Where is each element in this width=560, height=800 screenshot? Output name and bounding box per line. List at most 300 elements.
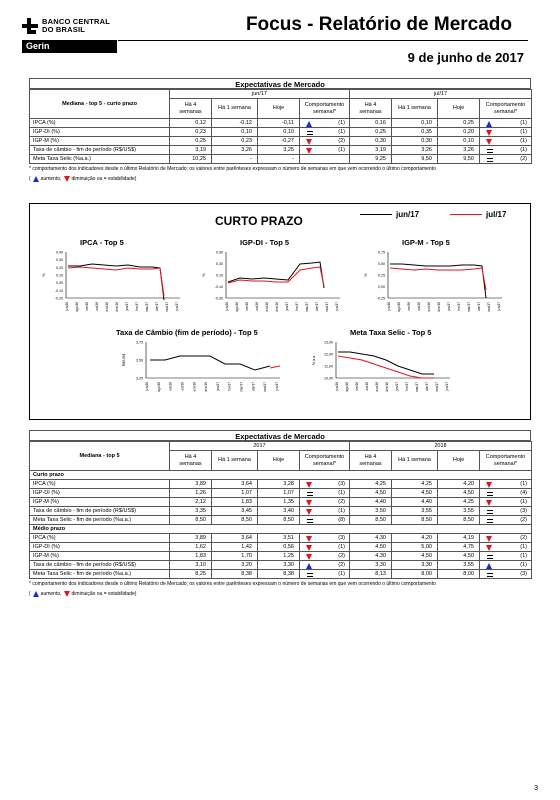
mini-chart-svg (200, 248, 350, 318)
cell-value: 4,75 (438, 543, 480, 552)
mini-chart-title: IPCA - Top 5 (80, 238, 124, 247)
report-date: 9 de junho de 2017 (407, 50, 524, 65)
x-tick-label: jun/16 (335, 382, 339, 391)
table-row (30, 534, 532, 543)
x-tick-label: out/16 (417, 302, 421, 311)
cell-value: 0,25 (350, 128, 392, 137)
bank-logo (22, 18, 110, 34)
column-header: Hoje (258, 451, 300, 471)
cell-value: 3,64 (212, 480, 258, 489)
legend-swatch-black (360, 214, 392, 216)
cell-value: 0,25 (170, 137, 212, 146)
header-rule (118, 40, 528, 41)
y-tick-label: -0,30 (214, 296, 223, 301)
y-tick-label: 0,50 (378, 262, 385, 266)
cell-value: 4,30 (350, 552, 392, 561)
cell-value: 3,28 (258, 480, 300, 489)
series-line-jul17 (338, 356, 434, 378)
decrease-icon (306, 554, 312, 560)
mini-chart-title: IGP-DI - Top 5 (240, 238, 290, 247)
y-tick-label: 0,30 (216, 262, 223, 266)
cell-value: 4,50 (438, 489, 480, 498)
cell-value: - (212, 155, 258, 164)
cell-value: 4,20 (438, 480, 480, 489)
cell-value: 8,25 (170, 570, 212, 579)
series-line-jul17 (390, 268, 486, 290)
weeks-count: (2) (520, 517, 527, 523)
short-term-charts-panel (29, 203, 531, 420)
table-row (30, 480, 532, 489)
weeks-count: (1) (520, 120, 528, 126)
x-tick-label: ago/16 (235, 302, 239, 312)
legend-label-jul17: jul/17 (486, 210, 507, 219)
cell-value: 10,25 (170, 155, 212, 164)
weekly-behavior-cell (300, 534, 350, 543)
mini-chart (362, 238, 512, 318)
row-label: IGP-M (%) (30, 137, 170, 146)
weekly-behavior-cell (300, 507, 350, 516)
weeks-count: (1) (520, 138, 528, 144)
weekly-behavior-cell (480, 119, 532, 128)
y-tick-label: 12,00 (324, 352, 333, 357)
weeks-count: (3) (520, 571, 527, 577)
weeks-count: (1) (520, 481, 527, 487)
cell-value: -0,27 (258, 137, 300, 146)
weeks-count: (1) (520, 553, 527, 559)
y-tick-label: -0,20 (54, 296, 63, 301)
column-header: Há 4 semanas (170, 451, 212, 471)
cell-value: 8,38 (212, 570, 258, 579)
weekly-behavior-cell (300, 498, 350, 507)
legend-label-jun17: jun/17 (396, 210, 420, 219)
y-tick-label: 0,30 (56, 258, 63, 263)
weeks-count: (2) (338, 553, 345, 559)
weeks-count: (4) (520, 490, 527, 496)
stable-icon (487, 510, 493, 514)
cell-value: 1,83 (170, 552, 212, 561)
weekly-behavior-cell (480, 155, 532, 164)
cell-value: 0,56 (258, 543, 300, 552)
annual-expectations-table (29, 430, 531, 597)
x-tick-label: mar/17 (239, 382, 244, 392)
y-tick-label: 10,00 (324, 376, 333, 381)
x-tick-label: jun/17 (335, 302, 339, 311)
weekly-behavior-cell (480, 561, 532, 570)
x-tick-label: ago/16 (397, 302, 401, 312)
period-header: 2018 (350, 442, 532, 451)
legend-increase: aumento, (40, 591, 62, 597)
y-axis-label: R$/US$ (122, 353, 126, 367)
indicator-legend (29, 176, 531, 182)
y-axis-label: % (42, 273, 46, 277)
y-tick-label: 0,10 (216, 273, 223, 278)
column-header: Comportamento semanal* (300, 451, 350, 471)
x-tick-label: fev/17 (405, 382, 409, 391)
weekly-behavior-cell (300, 561, 350, 570)
mini-chart (40, 238, 190, 318)
x-tick-label: abr/17 (251, 382, 256, 392)
x-tick-label: jun/17 (275, 382, 279, 391)
weeks-count: (3) (338, 481, 345, 487)
x-tick-label: jan/17 (395, 382, 399, 391)
section-label: Médio prazo (30, 525, 532, 534)
legend-prefix: ( (29, 176, 31, 182)
weekly-behavior-cell (300, 552, 350, 561)
mini-chart (310, 328, 460, 398)
footnote: * comportamento dos indicadores desde o último Relatório de Mercado; os valores entre parênteses expressam o número de semanas em que vem ocorrendo o último comportamento (29, 581, 436, 587)
x-tick-label: jan/17 (125, 302, 129, 311)
cell-value: 0,16 (350, 119, 392, 128)
cell-value: 2,12 (170, 498, 212, 507)
weekly-behavior-cell (480, 137, 532, 146)
logo-line-1: BANCO CENTRAL (42, 17, 111, 26)
weekly-behavior-cell (480, 543, 532, 552)
legend-decrease: diminuição ou (71, 176, 103, 182)
x-tick-label: fev/17 (135, 302, 139, 311)
cell-value: 3,40 (258, 507, 300, 516)
cell-value: 9,50 (392, 155, 438, 164)
cell-value: 4,40 (350, 498, 392, 507)
x-tick-label: mai/17 (487, 302, 491, 312)
x-tick-label: out/16 (180, 382, 185, 391)
weekly-behavior-cell (480, 480, 532, 489)
cell-value: 8,50 (438, 516, 480, 525)
x-tick-label: jan/17 (447, 302, 451, 311)
weekly-behavior-cell (480, 507, 532, 516)
x-tick-label: fev/17 (295, 302, 299, 311)
cell-value: 0,10 (392, 119, 438, 128)
cell-value: 1,70 (212, 552, 258, 561)
cell-value: 1,83 (212, 498, 258, 507)
cell-value: 3,30 (258, 561, 300, 570)
x-tick-label: mar/17 (305, 302, 309, 312)
legend-increase: aumento, (40, 176, 62, 182)
x-tick-label: set/16 (85, 302, 89, 311)
decrease-icon (486, 500, 492, 506)
weeks-count: (2) (338, 562, 345, 568)
row-label: Taxa de câmbio - fim de período (R$/US$) (30, 507, 170, 516)
x-tick-label: jun/16 (65, 302, 69, 311)
cell-value: 3,26 (392, 146, 438, 155)
row-label: IGP-DI (%) (30, 489, 170, 498)
row-label: Meta Taxa Selic - fim de período (%a.a.) (30, 516, 170, 525)
cell-value: 0,10 (258, 128, 300, 137)
page-header (0, 0, 560, 78)
stable-icon (487, 492, 493, 496)
decrease-icon (486, 130, 492, 136)
decrease-icon (306, 482, 312, 488)
column-header: Comportamento semanal* (300, 99, 350, 119)
x-tick-label: out/16 (255, 302, 259, 311)
weekly-behavior-cell (480, 534, 532, 543)
footnote: * comportamento dos indicadores desde o último Relatório de Mercado; os valores entre parênteses expressam o número de semanas em que vem ocorrendo o último comportamento (29, 166, 436, 172)
legend-prefix: ( (29, 591, 31, 597)
y-tick-label: 0,20 (56, 265, 63, 270)
y-tick-label: 0,00 (56, 281, 63, 286)
x-tick-label: mai/17 (325, 302, 329, 312)
x-tick-label: out/16 (95, 302, 99, 311)
weeks-count: (2) (338, 499, 345, 505)
weekly-behavior-cell (480, 498, 532, 507)
decrease-icon (306, 500, 312, 506)
series-line-jun17 (228, 262, 324, 288)
cell-value: 3,51 (258, 534, 300, 543)
mini-chart-svg (40, 248, 190, 318)
cell-value: 3,26 (438, 146, 480, 155)
x-tick-label: fev/17 (227, 382, 232, 391)
period-header: jul/17 (350, 90, 532, 99)
y-tick-label: 13,00 (324, 340, 333, 345)
x-tick-label: dez/16 (437, 302, 441, 312)
cell-value: 0,10 (438, 137, 480, 146)
increase-icon (33, 176, 39, 182)
cell-value: 3,19 (350, 146, 392, 155)
weeks-count: (1) (520, 562, 527, 568)
cell-value: 8,50 (212, 516, 258, 525)
table-row (30, 128, 532, 137)
page-title: Focus - Relatório de Mercado (245, 14, 512, 35)
weeks-count: (1) (520, 499, 527, 505)
cell-value: 4,20 (392, 534, 438, 543)
cell-value: 4,25 (350, 480, 392, 489)
weeks-count: (3) (338, 535, 345, 541)
column-header: Há 1 semana (212, 99, 258, 119)
weekly-behavior-cell (300, 155, 350, 164)
cell-value: 1,07 (258, 489, 300, 498)
x-tick-label: nov/16 (192, 382, 197, 392)
weeks-count: (1) (338, 508, 345, 514)
series-line-jul17 (270, 366, 280, 368)
cell-value: 1,07 (212, 489, 258, 498)
table-row (30, 137, 532, 146)
weeks-count: (2) (520, 156, 528, 162)
cell-value: -0,12 (212, 119, 258, 128)
weeks-count: (1) (338, 120, 345, 126)
cell-value: 3,64 (212, 534, 258, 543)
table-row (30, 119, 532, 128)
gerin-label: Gerin (22, 40, 117, 53)
weekly-behavior-cell (480, 570, 532, 579)
cell-value: 3,25 (258, 146, 300, 155)
x-tick-label: jun/16 (225, 302, 229, 311)
column-header: Comportamento semanal* (480, 451, 532, 471)
row-label: Taxa de câmbio - fim de período (R$/US$) (30, 146, 170, 155)
x-tick-label: dez/16 (385, 382, 389, 392)
x-tick-label: abr/17 (477, 302, 481, 312)
x-tick-label: set/16 (355, 382, 359, 391)
x-tick-label: jun/17 (497, 302, 501, 311)
cell-value: 3,30 (350, 561, 392, 570)
x-tick-label: jun/17 (445, 382, 449, 391)
series-line-jul17 (68, 267, 164, 296)
column-header: Há 1 semana (392, 99, 438, 119)
x-tick-label: ago/16 (345, 382, 349, 392)
cell-value: 8,38 (258, 570, 300, 579)
cell-value: 8,00 (392, 570, 438, 579)
table-title: Expectativas de Mercado (29, 78, 531, 89)
x-tick-label: nov/16 (265, 302, 269, 312)
cell-value: 4,30 (350, 534, 392, 543)
x-tick-label: mar/17 (145, 302, 149, 312)
column-header: Há 1 semana (212, 451, 258, 471)
x-tick-label: jun/16 (145, 382, 149, 391)
y-tick-label: 3,50 (136, 358, 143, 363)
row-label: IGP-DI (%) (30, 128, 170, 137)
cell-value: 0,20 (438, 128, 480, 137)
x-tick-label: mar/17 (467, 302, 471, 312)
stable-icon (307, 131, 313, 135)
cell-value: 1,62 (170, 543, 212, 552)
x-tick-label: jun/17 (175, 302, 179, 311)
x-tick-label: fev/17 (457, 302, 461, 311)
column-header: Hoje (438, 451, 480, 471)
decrease-icon (306, 536, 312, 542)
weeks-count: (1) (338, 147, 345, 153)
indicator-legend (29, 591, 531, 597)
cell-value: 3,30 (392, 561, 438, 570)
y-tick-label: 11,00 (324, 364, 333, 369)
table-row (30, 543, 532, 552)
cell-value: 4,19 (438, 534, 480, 543)
x-tick-label: set/16 (168, 382, 173, 391)
cell-value: 4,40 (392, 498, 438, 507)
y-axis-label: % a.a. (312, 354, 316, 366)
row-header: Mediana - top 5 - curto prazo (30, 90, 170, 119)
cell-value: 3,19 (170, 146, 212, 155)
column-header: Há 4 semanas (170, 99, 212, 119)
x-tick-label: dez/16 (275, 302, 279, 312)
bank-logo-icon (22, 18, 38, 34)
stable-icon (487, 158, 493, 162)
cell-value: 3,55 (392, 507, 438, 516)
y-tick-label: 0,40 (56, 250, 63, 255)
y-tick-label: 0,75 (378, 250, 385, 255)
cell-value: 3,55 (438, 507, 480, 516)
weeks-count: (1) (338, 571, 345, 577)
decrease-icon (486, 482, 492, 488)
weekly-behavior-cell (480, 146, 532, 155)
cell-value: 3,50 (350, 507, 392, 516)
column-header: Hoje (258, 99, 300, 119)
legend-item-jun17 (360, 210, 419, 219)
cell-value: 0,30 (392, 137, 438, 146)
weeks-count: (1) (520, 544, 527, 550)
weekly-behavior-cell (300, 119, 350, 128)
weeks-count: (3) (520, 508, 527, 514)
x-tick-label: out/16 (365, 382, 369, 391)
increase-icon (306, 121, 312, 127)
x-tick-label: abr/17 (315, 302, 319, 312)
stable-icon (487, 573, 493, 577)
row-label: IPCA (%) (30, 119, 170, 128)
cell-value: 4,50 (350, 543, 392, 552)
cell-value: 0,23 (170, 128, 212, 137)
stable-icon (487, 555, 493, 559)
series-line-jun17 (338, 352, 434, 374)
legend-item-jul17 (450, 210, 506, 219)
mini-chart (116, 328, 290, 398)
cell-value: 0,35 (392, 128, 438, 137)
cell-value: 8,50 (258, 516, 300, 525)
stable-icon (307, 492, 313, 496)
table-row (30, 516, 532, 525)
row-label: Taxa de câmbio - fim de período (R$/US$) (30, 561, 170, 570)
legend-stable: = estabilidade) (103, 176, 137, 182)
decrease-icon (306, 545, 312, 551)
section-label: Curto prazo (30, 471, 532, 480)
legend-stable: = estabilidade) (103, 591, 137, 597)
y-axis-label: % (364, 273, 368, 277)
period-header: jun/17 (170, 90, 350, 99)
cell-value: 4,25 (438, 498, 480, 507)
increase-icon (486, 563, 492, 569)
section-row (30, 525, 532, 534)
cell-value: 8,00 (438, 570, 480, 579)
cell-value: 9,50 (438, 155, 480, 164)
weeks-count: (2) (338, 138, 345, 144)
cell-value: 3,89 (170, 534, 212, 543)
y-axis-label: % (202, 273, 206, 277)
y-tick-label: -0,10 (54, 288, 63, 293)
row-header: Mediana - top 5 (30, 442, 170, 471)
row-label: IGP-M (%) (30, 552, 170, 561)
x-tick-label: dez/16 (115, 302, 119, 312)
table-title: Expectativas de Mercado (29, 430, 531, 441)
stable-icon (487, 149, 493, 153)
legend-decrease: diminuição ou (71, 591, 103, 597)
y-tick-label: 0,00 (378, 285, 385, 289)
cell-value: 4,50 (350, 489, 392, 498)
weekly-behavior-cell (300, 570, 350, 579)
logo-line-2: DO BRASIL (42, 25, 86, 34)
mini-chart-title: Meta Taxa Selic - Top 5 (350, 328, 432, 337)
cell-value: 3,35 (170, 507, 212, 516)
weekly-behavior-cell (480, 516, 532, 525)
weeks-count: (1) (338, 129, 345, 135)
x-tick-label: set/16 (245, 302, 249, 311)
y-tick-label: -0,10 (214, 285, 223, 289)
weeks-count: (1) (338, 490, 345, 496)
x-tick-label: ago/16 (75, 302, 79, 312)
row-label: IGP-DI (%) (30, 543, 170, 552)
stable-icon (487, 519, 493, 523)
weeks-count: (1) (520, 129, 528, 135)
cell-value: 0,25 (438, 119, 480, 128)
weekly-behavior-cell (480, 489, 532, 498)
column-header: Há 4 semanas (350, 99, 392, 119)
table-row (30, 507, 532, 516)
table-row (30, 552, 532, 561)
decrease-icon (306, 139, 312, 145)
mini-chart (200, 238, 350, 318)
weekly-behavior-cell (300, 516, 350, 525)
x-tick-label: jan/17 (285, 302, 289, 311)
weekly-behavior-cell (300, 128, 350, 137)
row-label: Meta Taxa Selic (%a.a.) (30, 155, 170, 164)
increase-icon (33, 591, 39, 597)
cell-value: 1,35 (258, 498, 300, 507)
page-number: 3 (534, 785, 538, 792)
weekly-behavior-cell (300, 543, 350, 552)
weeks-count: (2) (520, 535, 527, 541)
table-row (30, 155, 532, 164)
x-tick-label: nov/16 (427, 302, 431, 312)
series-line-jul17 (228, 267, 324, 286)
cell-value: - (258, 155, 300, 164)
weeks-count: (8) (338, 517, 345, 523)
increase-icon (486, 121, 492, 127)
weeks-count: (1) (520, 147, 528, 153)
